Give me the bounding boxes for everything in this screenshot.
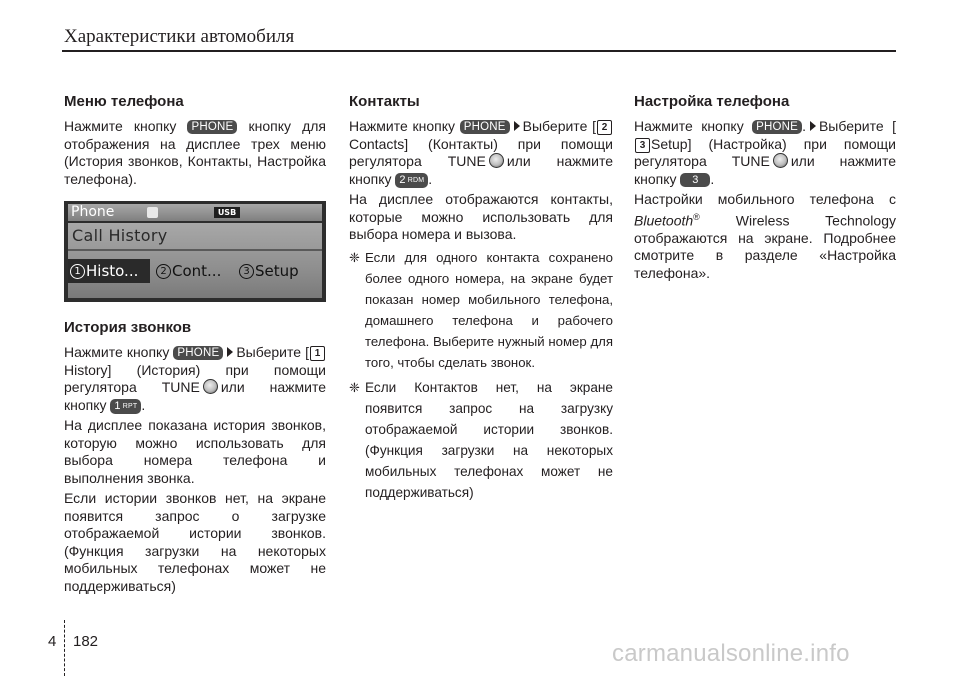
column-1 xyxy=(64,92,326,598)
text: Wireless Technology отображаются на экране. Подробнее смотрите в разделе «Настройка телефона». xyxy=(634,212,896,281)
number-1-icon: 1 xyxy=(310,346,325,361)
header-rule xyxy=(62,50,896,52)
footer-section-number: 4 xyxy=(48,633,57,650)
note-text: Если Контактов нет, на экране появится запрос на загрузку отображаемой истории звонков. (Функция загрузки на некоторых мобильных телефонах может не поддерживаться) xyxy=(365,379,613,500)
item-number-icon: 2 xyxy=(156,264,171,279)
note-symbol-icon: ❈ xyxy=(349,379,360,395)
number-2-icon: 2 xyxy=(597,120,612,135)
rdm-key-icon xyxy=(395,173,428,188)
paragraph-contacts-desc: На дисплее отображаются контакты, которые можно использовать для выбора номера и вызова. xyxy=(349,191,613,242)
display-menu-area xyxy=(68,223,322,298)
paragraph-setup-steps xyxy=(634,118,896,188)
display-divider xyxy=(68,249,322,251)
text: Выберите xyxy=(818,118,884,134)
text: [ xyxy=(592,118,596,134)
text: . xyxy=(710,170,715,187)
display-item-setup xyxy=(239,259,299,283)
bluetooth-text: Bluetooth xyxy=(634,212,694,229)
heading-contacts: Контакты xyxy=(349,93,420,110)
text: Выберите xyxy=(522,118,588,134)
text: [ xyxy=(892,118,896,134)
key-number: 2 xyxy=(399,173,406,186)
paragraph-call-history-empty: Если истории звонков нет, на экране появится запрос о загрузке отображаемой истории звонков. (Функция загрузки на некоторых мобильных телефонах может не поддерживаться) xyxy=(64,490,326,594)
heading-phone-menu: Меню телефона xyxy=(64,93,184,110)
text: или нажмите кнопку xyxy=(634,153,896,187)
item-number-icon: 1 xyxy=(70,264,85,279)
tune-knob-icon xyxy=(489,153,504,168)
usb-badge: USB xyxy=(214,207,240,218)
text: или нажмите кнопку xyxy=(349,153,613,187)
item-number-icon: 3 xyxy=(239,264,254,279)
item-label: Histo... xyxy=(86,262,139,280)
text: Нажмите кнопку xyxy=(64,344,170,360)
column-3 xyxy=(634,92,896,285)
phone-key-icon: PHONE xyxy=(187,120,237,134)
note-text: Если для одного контакта сохранено более одного номера, на экране будет показан номер мобильного телефона, домашнего телефона и рабочего телефона. Выберите нужный номер для того, чтобы сделать звонок. xyxy=(365,249,613,370)
phone-key-icon: PHONE xyxy=(173,346,223,360)
paragraph-setup-desc xyxy=(634,191,896,282)
note-no-contacts xyxy=(349,377,613,503)
key-text: RDM xyxy=(407,176,425,184)
item-label: Cont... xyxy=(172,262,222,280)
phone-display-screenshot xyxy=(64,201,326,302)
item-label: Setup xyxy=(255,262,299,280)
display-item-contacts xyxy=(156,259,221,283)
text: History] (История) при помощи регулятора TUNE xyxy=(64,361,326,395)
display-item-history xyxy=(70,259,138,283)
rpt-key-icon xyxy=(110,399,141,414)
text: кнопку для отображения на дисплее трех меню (История звонков, Контакты, Настройка телефона). xyxy=(64,118,327,187)
paragraph-contacts-steps xyxy=(349,118,613,188)
registered-mark: ® xyxy=(693,211,700,222)
heading-call-history: История звонков xyxy=(64,319,192,336)
text: Нажмите кнопку xyxy=(64,118,177,134)
text: . xyxy=(802,118,806,134)
paragraph-call-history-desc: На дисплее показана история звонков, которую можно использовать для выбора номера телефона и выполнения звонка. xyxy=(64,417,326,486)
display-title: Call History xyxy=(72,226,168,245)
text: Нажмите кнопку xyxy=(349,118,455,134)
text: . xyxy=(141,396,146,413)
footer-divider xyxy=(64,620,65,676)
footer-page-number: 182 xyxy=(73,633,99,650)
arrow-right-icon xyxy=(227,347,233,357)
tune-knob-icon xyxy=(203,379,218,394)
note-multiple-numbers xyxy=(349,247,613,373)
display-status-bar xyxy=(68,204,322,221)
text: . xyxy=(428,170,433,187)
column-2 xyxy=(349,92,613,507)
number-3-icon: 3 xyxy=(635,138,650,153)
paragraph-phone-menu xyxy=(64,118,326,188)
page-header-title: Характеристики автомобиля xyxy=(64,26,295,47)
note-symbol-icon: ❈ xyxy=(349,249,360,265)
text: Contacts] (Контакты) при помощи регулятора TUNE xyxy=(349,135,613,169)
text: или нажмите кнопку xyxy=(64,379,326,413)
tune-knob-icon xyxy=(773,153,788,168)
text: Настройки мобильного телефона с xyxy=(634,191,896,207)
key-text: RPT xyxy=(122,402,138,410)
watermark: carmanualsonline.info xyxy=(612,640,850,667)
bluetooth-icon xyxy=(147,207,158,218)
phone-key-icon: PHONE xyxy=(460,120,510,134)
text: Нажмите кнопку xyxy=(634,118,744,134)
key-number: 1 xyxy=(114,399,121,412)
text: Setup] (Настройка) при помощи регулятора TUNE xyxy=(634,135,896,169)
heading-phone-setup: Настройка телефона xyxy=(634,93,790,110)
arrow-right-icon xyxy=(514,121,520,131)
key-3-icon: 3 xyxy=(680,173,710,187)
phone-key-icon: PHONE xyxy=(752,120,802,134)
paragraph-call-history-steps xyxy=(64,344,326,414)
display-phone-label: Phone xyxy=(71,204,115,220)
text: [ xyxy=(305,344,309,360)
text: Выберите xyxy=(236,344,302,360)
arrow-right-icon xyxy=(810,121,816,131)
